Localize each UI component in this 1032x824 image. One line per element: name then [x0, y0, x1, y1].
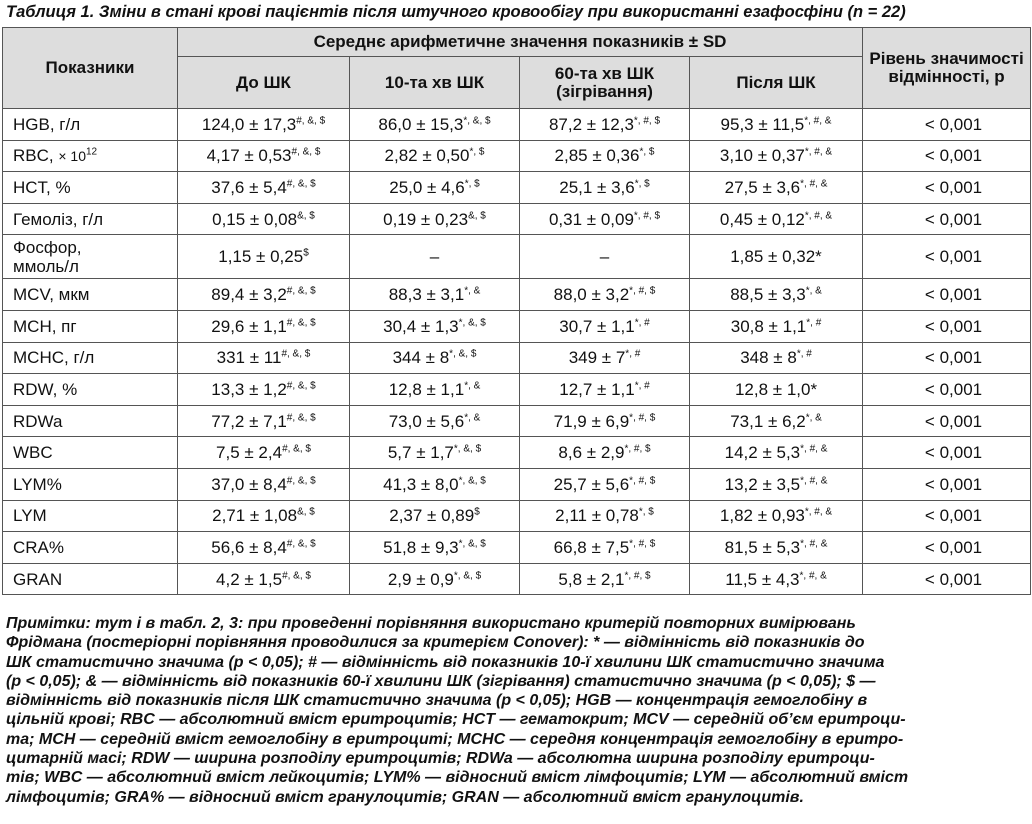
- row-indicator-name: [3, 405, 178, 437]
- mean-sd-value: 344 ± 8: [392, 348, 450, 368]
- header-before-cpb: До ШК: [178, 57, 350, 109]
- indicator-unit-exponent: 12: [85, 146, 98, 158]
- value-cell-10min-cpb: [350, 140, 520, 172]
- mean-sd-value: 71,9 ± 6,9: [553, 411, 630, 431]
- mean-sd-value: 12,7 ± 1,1: [559, 379, 635, 399]
- mean-sd-value: 51,8 ± 9,3: [383, 537, 459, 557]
- significance-markers: &, $: [297, 209, 315, 221]
- mean-sd-value: 4,2 ± 1,5: [216, 569, 283, 589]
- significance-markers: #, &, $: [286, 317, 316, 329]
- value-cell-60min-cpb: [520, 109, 690, 141]
- indicator-label: MCHC, г/л: [13, 348, 95, 368]
- value-cell-after-cpb: [690, 468, 863, 500]
- mean-sd-value: 12,8 ± 1,0*: [734, 379, 818, 399]
- table-row: [3, 437, 1031, 469]
- table-row: [3, 279, 1031, 311]
- significance-markers: #, &, $: [282, 443, 311, 455]
- value-cell-before-cpb: [178, 172, 350, 204]
- significance-markers: #, &, $: [296, 115, 326, 127]
- significance-markers: $: [474, 506, 480, 518]
- p-value-cell: < 0,001: [863, 203, 1031, 235]
- significance-markers: $: [303, 247, 309, 259]
- value-cell-before-cpb: [178, 500, 350, 532]
- value-cell-after-cpb: [690, 437, 863, 469]
- value-cell-10min-cpb: [350, 563, 520, 595]
- p-value-cell: < 0,001: [863, 235, 1031, 279]
- value-cell-60min-cpb: [520, 437, 690, 469]
- significance-markers: *, #, &: [800, 443, 828, 455]
- significance-markers: #, &, $: [286, 411, 316, 423]
- significance-markers: *, #: [796, 348, 812, 360]
- significance-markers: *, &: [464, 285, 481, 297]
- p-value-cell: < 0,001: [863, 405, 1031, 437]
- header-after-cpb: Після ШК: [690, 57, 863, 109]
- significance-markers: &, $: [468, 209, 486, 221]
- mean-sd-value: 1,82 ± 0,93: [719, 506, 805, 526]
- p-value-cell: < 0,001: [863, 532, 1031, 564]
- significance-markers: *, #, &: [800, 475, 828, 487]
- mean-sd-value: 2,9 ± 0,9: [387, 569, 454, 589]
- p-value-cell: < 0,001: [863, 374, 1031, 406]
- value-cell-60min-cpb: [520, 342, 690, 374]
- value-cell-after-cpb: [690, 310, 863, 342]
- indicator-label: WBC: [13, 443, 53, 463]
- mean-sd-value: 349 ± 7: [568, 348, 626, 368]
- table-row: [3, 310, 1031, 342]
- mean-sd-value: 0,19 ± 0,23: [383, 209, 469, 229]
- mean-sd-value: –: [599, 247, 610, 267]
- significance-markers: *, #, &: [800, 538, 828, 550]
- row-indicator-name: [3, 203, 178, 235]
- significance-markers: *, #, $: [629, 285, 656, 297]
- value-cell-before-cpb: [178, 203, 350, 235]
- table-row: [3, 405, 1031, 437]
- value-cell-10min-cpb: [350, 532, 520, 564]
- significance-markers: #, &, $: [291, 146, 321, 158]
- table-row: [3, 532, 1031, 564]
- value-cell-before-cpb: [178, 468, 350, 500]
- row-indicator-name: [3, 279, 178, 311]
- significance-markers: *, #, &: [804, 209, 833, 221]
- value-cell-10min-cpb: [350, 235, 520, 279]
- significance-markers: *, #: [625, 348, 641, 360]
- mean-sd-value: 11,5 ± 4,3: [725, 569, 800, 589]
- row-indicator-name: [3, 532, 178, 564]
- significance-markers: *, &, $: [458, 475, 486, 487]
- value-cell-60min-cpb: [520, 310, 690, 342]
- value-cell-after-cpb: [690, 563, 863, 595]
- mean-sd-value: 5,8 ± 2,1: [558, 569, 625, 589]
- table-row: [3, 140, 1031, 172]
- mean-sd-value: 37,6 ± 5,4: [211, 177, 287, 197]
- significance-markers: *, &, $: [453, 569, 482, 581]
- mean-sd-value: –: [429, 247, 440, 267]
- row-indicator-name: [3, 310, 178, 342]
- value-cell-10min-cpb: [350, 500, 520, 532]
- value-cell-60min-cpb: [520, 279, 690, 311]
- mean-sd-value: 81,5 ± 5,3: [724, 537, 801, 557]
- value-cell-10min-cpb: [350, 437, 520, 469]
- indicator-label: HCT, %: [13, 177, 71, 197]
- mean-sd-value: 25,0 ± 4,6: [389, 177, 465, 197]
- value-cell-after-cpb: [690, 203, 863, 235]
- mean-sd-value: 1,15 ± 0,25: [218, 247, 304, 267]
- value-cell-after-cpb: [690, 500, 863, 532]
- value-cell-before-cpb: [178, 310, 350, 342]
- value-cell-before-cpb: [178, 437, 350, 469]
- header-10min-cpb: 10-та хв ШК: [350, 57, 520, 109]
- p-value-cell: < 0,001: [863, 342, 1031, 374]
- mean-sd-value: 0,45 ± 0,12: [719, 209, 805, 229]
- value-cell-10min-cpb: [350, 310, 520, 342]
- value-cell-10min-cpb: [350, 172, 520, 204]
- value-cell-after-cpb: [690, 109, 863, 141]
- significance-markers: *, &: [805, 411, 822, 423]
- indicator-label: MCV, мкм: [13, 285, 90, 305]
- mean-sd-value: 88,5 ± 3,3: [730, 285, 806, 305]
- significance-markers: *, #, &: [800, 178, 828, 190]
- mean-sd-value: 88,0 ± 3,2: [553, 285, 630, 305]
- row-indicator-name: [3, 563, 178, 595]
- indicator-label: MCH, пг: [13, 316, 77, 336]
- significance-markers: *, #, $: [624, 443, 651, 455]
- value-cell-before-cpb: [178, 279, 350, 311]
- significance-markers: #, &, $: [286, 178, 316, 190]
- indicator-label: Гемоліз, г/л: [13, 209, 104, 229]
- p-value-cell: < 0,001: [863, 140, 1031, 172]
- indicator-label: RDWa: [13, 411, 63, 431]
- blood-parameters-table: [2, 27, 1031, 595]
- value-cell-10min-cpb: [350, 405, 520, 437]
- mean-sd-value: 2,85 ± 0,36: [554, 146, 640, 166]
- significance-markers: *, #: [806, 317, 822, 329]
- significance-markers: *, #, &: [799, 569, 827, 581]
- indicator-label: Фосфор,: [13, 237, 82, 257]
- significance-markers: *, #, $: [629, 538, 656, 550]
- value-cell-60min-cpb: [520, 405, 690, 437]
- value-cell-60min-cpb: [520, 374, 690, 406]
- table-row: [3, 468, 1031, 500]
- significance-markers: *, #, &: [804, 146, 833, 158]
- mean-sd-value: 30,7 ± 1,1: [559, 316, 635, 336]
- row-indicator-name: [3, 500, 178, 532]
- value-cell-60min-cpb: [520, 468, 690, 500]
- indicator-label: RDW, %: [13, 379, 78, 399]
- significance-markers: *, &: [464, 411, 481, 423]
- value-cell-before-cpb: [178, 563, 350, 595]
- significance-markers: *, $: [464, 178, 480, 190]
- table-row: [3, 374, 1031, 406]
- significance-markers: #, &, $: [282, 569, 311, 581]
- mean-sd-value: 37,0 ± 8,4: [211, 474, 287, 494]
- mean-sd-value: 348 ± 8: [740, 348, 797, 368]
- significance-markers: *, &, $: [453, 443, 482, 455]
- value-cell-10min-cpb: [350, 203, 520, 235]
- mean-sd-value: 29,6 ± 1,1: [211, 316, 287, 336]
- significance-markers: *, $: [469, 146, 485, 158]
- value-cell-before-cpb: [178, 374, 350, 406]
- mean-sd-value: 30,8 ± 1,1: [730, 316, 807, 336]
- mean-sd-value: 7,5 ± 2,4: [216, 443, 283, 463]
- value-cell-before-cpb: [178, 342, 350, 374]
- significance-markers: *, &, $: [463, 115, 491, 127]
- value-cell-after-cpb: [690, 342, 863, 374]
- header-significance: Рівень значимості відмінності, p: [863, 28, 1031, 109]
- mean-sd-value: 73,0 ± 5,6: [388, 411, 465, 431]
- significance-markers: *, &, $: [458, 538, 486, 550]
- row-indicator-name: [3, 437, 178, 469]
- significance-markers: #, &, $: [286, 285, 316, 297]
- p-value-cell: < 0,001: [863, 310, 1031, 342]
- row-indicator-name: [3, 468, 178, 500]
- significance-markers: *, &, $: [449, 348, 477, 360]
- mean-sd-value: 25,7 ± 5,6: [553, 474, 630, 494]
- table-body: [3, 109, 1031, 595]
- value-cell-after-cpb: [690, 374, 863, 406]
- row-indicator-name: [3, 172, 178, 204]
- row-indicator-name: [3, 109, 178, 141]
- table-notes: Примітки: тут і в табл. 2, 3: при проведенні порівняння використано критерій повторних вимірювань Фрідмана (постеріорні порівняння проводилися за критерієм Conover): * — відмінність від показників до ШК статистично значима (p < 0,05); # — відмінність від показників 10-ї хвилини ШК статистично значима (p < 0,05); & — відмінність від показників 60-ї хвилини ШК (зігрівання) статистично значима (p < 0,05); $ — відмінність від показників після ШК статистично значима (p < 0,05); HGB — концентрація гемоглобіну в цільній крові; RBC — абсолютний вміст еритроцитів; HCT — гематокрит; MCV — середній об’єм еритроци- та; MCH — середній вміст гемоглобіну в еритроциті; MCHC — середня концентрація гемоглобіну в еритро- цитарній масі; RDW — ширина розподілу еритроцитів; RDWa — абсолютна ширина розподілу еритроци- тів; WBC — абсолютний вміст лейкоцитів; LYM% — відносний вміст лімфоцитів; LYM — абсолютний вміст лімфоцитів; GRA% — відносний вміст гранулоцитів; GRAN — абсолютний вміст гранулоцитів.: [6, 615, 909, 806]
- value-cell-before-cpb: [178, 405, 350, 437]
- value-cell-after-cpb: [690, 140, 863, 172]
- mean-sd-value: 30,4 ± 1,3: [383, 316, 459, 336]
- value-cell-60min-cpb: [520, 500, 690, 532]
- value-cell-10min-cpb: [350, 109, 520, 141]
- mean-sd-value: 0,31 ± 0,09: [548, 209, 634, 229]
- mean-sd-value: 3,10 ± 0,37: [719, 146, 805, 166]
- header-60min-cpb: 60-та хв ШК (зігрівання): [520, 57, 690, 109]
- value-cell-60min-cpb: [520, 563, 690, 595]
- significance-markers: &, $: [297, 506, 315, 518]
- header-indicators: Показники: [3, 28, 178, 109]
- significance-markers: *, #, $: [629, 475, 656, 487]
- mean-sd-value: 4,17 ± 0,53: [206, 146, 292, 166]
- indicator-unit-line: ммоль/л: [13, 256, 79, 276]
- indicator-label: CRA%: [13, 537, 65, 557]
- value-cell-10min-cpb: [350, 279, 520, 311]
- mean-sd-value: 13,3 ± 1,2: [211, 379, 287, 399]
- mean-sd-value: 89,4 ± 3,2: [211, 285, 287, 305]
- significance-markers: *, #: [634, 317, 650, 329]
- p-value-cell: < 0,001: [863, 468, 1031, 500]
- mean-sd-value: 95,3 ± 11,5: [720, 114, 805, 134]
- value-cell-10min-cpb: [350, 374, 520, 406]
- value-cell-60min-cpb: [520, 235, 690, 279]
- mean-sd-value: 8,6 ± 2,9: [558, 443, 625, 463]
- significance-markers: *, &: [805, 285, 822, 297]
- p-value-cell: < 0,001: [863, 500, 1031, 532]
- mean-sd-value: 12,8 ± 1,1: [388, 379, 465, 399]
- row-indicator-name: [3, 374, 178, 406]
- mean-sd-value: 2,82 ± 0,50: [384, 146, 470, 166]
- table-row: [3, 203, 1031, 235]
- indicator-label: HGB, г/л: [13, 114, 81, 134]
- significance-markers: #, &, $: [281, 348, 311, 360]
- row-indicator-name: [3, 235, 178, 279]
- mean-sd-value: 25,1 ± 3,6: [559, 177, 635, 197]
- mean-sd-value: 2,11 ± 0,78: [555, 506, 639, 526]
- header-mean-group: Середнє арифметичне значення показників ± SD: [178, 28, 863, 57]
- mean-sd-value: 2,37 ± 0,89: [389, 506, 475, 526]
- significance-markers: *, #, &: [804, 506, 833, 518]
- mean-sd-value: 124,0 ± 17,3: [201, 114, 297, 134]
- row-indicator-name: [3, 140, 178, 172]
- mean-sd-value: 1,85 ± 0,32*: [730, 247, 822, 267]
- p-value-cell: < 0,001: [863, 563, 1031, 595]
- significance-markers: *, $: [639, 146, 655, 158]
- value-cell-60min-cpb: [520, 532, 690, 564]
- significance-markers: *, &, $: [458, 317, 486, 329]
- p-value-cell: < 0,001: [863, 437, 1031, 469]
- mean-sd-value: 41,3 ± 8,0: [383, 474, 459, 494]
- mean-sd-value: 331 ± 11: [216, 348, 282, 368]
- value-cell-10min-cpb: [350, 342, 520, 374]
- indicator-unit-multiplier: × 10: [58, 147, 86, 164]
- significance-markers: *, &: [464, 380, 481, 392]
- mean-sd-value: 73,1 ± 6,2: [730, 411, 806, 431]
- mean-sd-value: 88,3 ± 3,1: [388, 285, 465, 305]
- value-cell-after-cpb: [690, 279, 863, 311]
- p-value-cell: < 0,001: [863, 109, 1031, 141]
- table-row: [3, 563, 1031, 595]
- mean-sd-value: 27,5 ± 3,6: [724, 177, 801, 197]
- value-cell-60min-cpb: [520, 140, 690, 172]
- mean-sd-value: 5,7 ± 1,7: [387, 443, 454, 463]
- significance-markers: *, #, $: [633, 209, 661, 221]
- indicator-label: GRAN: [13, 569, 63, 589]
- mean-sd-value: 56,6 ± 8,4: [211, 537, 287, 557]
- value-cell-after-cpb: [690, 405, 863, 437]
- indicator-label: LYM%: [13, 474, 62, 494]
- table-row: [3, 235, 1031, 279]
- mean-sd-value: 13,2 ± 3,5: [724, 474, 801, 494]
- p-value-cell: < 0,001: [863, 172, 1031, 204]
- value-cell-before-cpb: [178, 235, 350, 279]
- significance-markers: #, &, $: [286, 475, 316, 487]
- value-cell-after-cpb: [690, 532, 863, 564]
- indicator-label: LYM: [13, 506, 47, 526]
- value-cell-after-cpb: [690, 172, 863, 204]
- value-cell-before-cpb: [178, 532, 350, 564]
- mean-sd-value: 87,2 ± 12,3: [548, 114, 634, 134]
- significance-markers: #, &, $: [286, 538, 316, 550]
- value-cell-10min-cpb: [350, 468, 520, 500]
- table-row: [3, 500, 1031, 532]
- mean-sd-value: 66,8 ± 7,5: [553, 537, 630, 557]
- significance-markers: *, #, $: [629, 411, 656, 423]
- mean-sd-value: 86,0 ± 15,3: [378, 114, 464, 134]
- value-cell-60min-cpb: [520, 203, 690, 235]
- mean-sd-value: 14,2 ± 5,3: [724, 443, 801, 463]
- significance-markers: *, $: [638, 506, 654, 518]
- row-indicator-name: [3, 342, 178, 374]
- significance-markers: #, &, $: [286, 380, 316, 392]
- table-row: [3, 342, 1031, 374]
- significance-markers: *, #, $: [624, 569, 651, 581]
- value-cell-before-cpb: [178, 140, 350, 172]
- indicator-label: RBC,: [13, 145, 59, 165]
- significance-markers: *, $: [634, 178, 650, 190]
- significance-markers: *, #, $: [633, 115, 661, 127]
- table-row: [3, 172, 1031, 204]
- significance-markers: *, #: [634, 380, 650, 392]
- mean-sd-value: 2,71 ± 1,08: [212, 506, 298, 526]
- significance-markers: *, #, &: [804, 115, 832, 127]
- table-caption: Таблиця 1. Зміни в стані крові пацієнтів після штучного кровообігу при використанні езафосфіни (n = 22): [6, 3, 906, 21]
- value-cell-after-cpb: [690, 235, 863, 279]
- table-row: [3, 109, 1031, 141]
- p-value-cell: < 0,001: [863, 279, 1031, 311]
- value-cell-before-cpb: [178, 109, 350, 141]
- mean-sd-value: 77,2 ± 7,1: [211, 411, 287, 431]
- value-cell-60min-cpb: [520, 172, 690, 204]
- mean-sd-value: 0,15 ± 0,08: [212, 209, 298, 229]
